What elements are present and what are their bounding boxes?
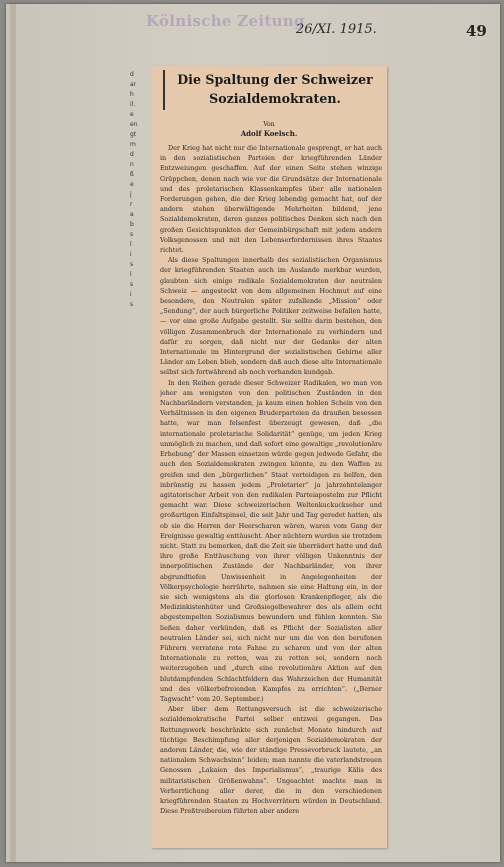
byline-prefix: Von (263, 121, 275, 128)
article-paragraph: Als diese Spaltungen innerhalb des sozialistischen Organismus der kriegführenden Staaten auch im Auslande merkbar wurden, glaubten sich einige radikale Sozialdemokraten der neutralen Schweiz — angesteckt von dem allgemeinen Hochmut auf eine besondere, den Neutralen später zufallende „Mission“ oder „Sendung“, der auch bürgerliche Politiker zeitweise befallen hatte, — vor eine große Aufgabe gestellt. Sie sollte darin bestehen, den völligen Zusammenbruch der Internationale zu verhindern und dafür zu sorgen, daß nicht nur der Gedanke der alten Internationale im Hintergrund der sozialistischen Gehirne aller Länder am Leben blieb, sondern daß auch diese alte Internationale selbst sich fortwährend als noch vorhanden kundgab. (160, 256, 382, 377)
fragment-line: s (130, 231, 134, 238)
fragment-line: i (130, 291, 132, 298)
fragment-line: d (130, 71, 134, 78)
fragment-line: d (130, 151, 134, 158)
fragment-line: il. (130, 101, 136, 108)
fragment-line: ß (130, 171, 134, 178)
newspaper-masthead: Kölnische Zeitung (146, 12, 305, 30)
article-paragraph: Der Krieg hat nicht nur die Internationale gesprengt, er hat auch in den sozialistischen Parteien der kriegführenden Länder Entzweiungen geschaffen. Auf der einen Seite stehen winzige Grüppchen, denen nach wie vor die Grundsätze der Internationale und des proletarischen Klassenkampfes über alle nationalen Forderungen gehen, die der Krieg lebendig gemacht hat, auf der andern stehen überwältigende Mehrheiten bildend, jene Sozialdemokraten, deren ganzes politisches Denken sich nach den großen Gesichtspunkten der Gemeinbürgschaft mit jedem andern Volksgenossen und mit den Lebenserfordernissen ihres Staates richtet. (160, 144, 382, 255)
fragment-line: n (130, 161, 134, 168)
fragment-line: l (130, 241, 132, 248)
fragment-line: e (130, 181, 134, 188)
article-paragraph: Aber über dem Rettungsversuch ist die schweizerische sozialdemokratische Partei selber entzwei gegangen. Das Rettungswerk beschränkte sich zunächst Monate hindurch auf tüchtige Beschimpfung aller derjenigen Sozialdemokraten der anderen Länder, die, wie der ständige Pressevorbruck lautete, „an nationalem Schwachsinn“ leiden; man nannte die vaterlandstreuen Genossen „Lakaien des Imperialismus“, „traurige Kälis des militaristischen Größenwahns“. Ungeachtet machte man in Verherrlichung aller derer, die in den verschiedenen kriegführenden Staaten zu Hochverrätern würden in Deutschland. Diese Preßtreibereien führten aber andere (160, 705, 382, 816)
fragment-line: e (130, 111, 134, 118)
page-edge-strip (10, 4, 16, 862)
fragment-line: ar (130, 81, 137, 88)
article-paragraph: In den Reihen gerade dieser Schweizer Radikalen, wo man von jeher am wenigsten von den politischen Zuständen in den Nachbarländern verstanden, ja kaum einen hohlen Schein von den Verhältnissen in den eigenen Bruderparteien da draußen besessen hatte, war man felsenfest überzeugt gewesen, daß „die internationale proletarische Solidarität“ genüge, um jeden Krieg unmöglich zu machen, und daß sofort eine gewaltige „revolutionäre Erhebung“ der Massen einsetzen würde gegen jedwede Gefahr, die auch den Sozialdemokraten zwingen könnte, zu den Waffen zu greifen und den „bürgerlichen“ Staat verteidigen zu helfen, den inbrünstig zu hassen jedem „Proletarier“ ja jahrzehntelanger agitatorischer Arbeit von den radikalen Parteiapostelm zur Pflicht gemacht war. Diese schweizerischen Weltenkuckuckseher und großartigen Einfaltspinsel, die seit Jahr und Tag geredet hatten, als ob sie die Herren der Heerscharen wären, waren vom Gang der Ereignisse gewaltig enttäuscht. Aber nüchtern wurden sie trotzdem nicht. Statt zu bemerken, daß die Zeit sie überrädert hatte und daß ihre große Enttäuschung von ihrer völligen Unkenntnis der innerpolitischen Zustände der Nachbarländer, von ihrer abgrundtiefen Unwissenheit in Angelegenheiten der Völkerpsychologie herrührte, nahmen sie eine Haltung ein, in der sie sich wenigstens als die glorlosen Krankenpfleger, als die Medizinkistenhüter und Großsiegelbewahrer des als allein echt abgestempelten Sozialismus bewundern und fühlen konnten. Sie ließen daher verkünden, daß es Pflicht der Sozialisten aller neutralen Länder sei, sich nicht nur um die von den berufenen Führern verratene rote Fahne zu scharen und von der alten Internationale zu retten, was zu retten sei, sondern noch weiterzugehen und „durch eine revolutionäre Aktion auf den blutdampfenden Schlachtfeldern das Wahrzeichen der Humanität und des völkerbefreienden Kampfes zu errichten“. („Berner Tagwacht“ vom 20. September.) (160, 378, 382, 703)
fragment-line: s (130, 301, 134, 308)
title-rule (163, 70, 165, 110)
fragment-line: b (130, 221, 134, 228)
fragment-line: h (130, 91, 134, 98)
article-title: Die Spaltung der Schweizer Sozialdemokraten. (177, 72, 373, 106)
handwritten-date: 26/XI. 1915. (296, 22, 377, 37)
adjacent-column-fragment (130, 70, 150, 400)
fragment-line: l (130, 271, 132, 278)
fragment-line: j (130, 191, 132, 198)
fragment-line: a (130, 211, 134, 218)
fragment-line: m (130, 141, 136, 148)
article-body (160, 143, 382, 843)
fragment-line: s (130, 261, 134, 268)
article-author: Adolf Koelsch. (240, 129, 298, 138)
fragment-line: s (130, 281, 134, 288)
fragment-line: en (130, 121, 138, 128)
fragment-line: r (130, 201, 133, 208)
page-number: 49 (466, 22, 487, 40)
fragment-line: i (130, 251, 132, 258)
fragment-line: gt (130, 131, 137, 138)
